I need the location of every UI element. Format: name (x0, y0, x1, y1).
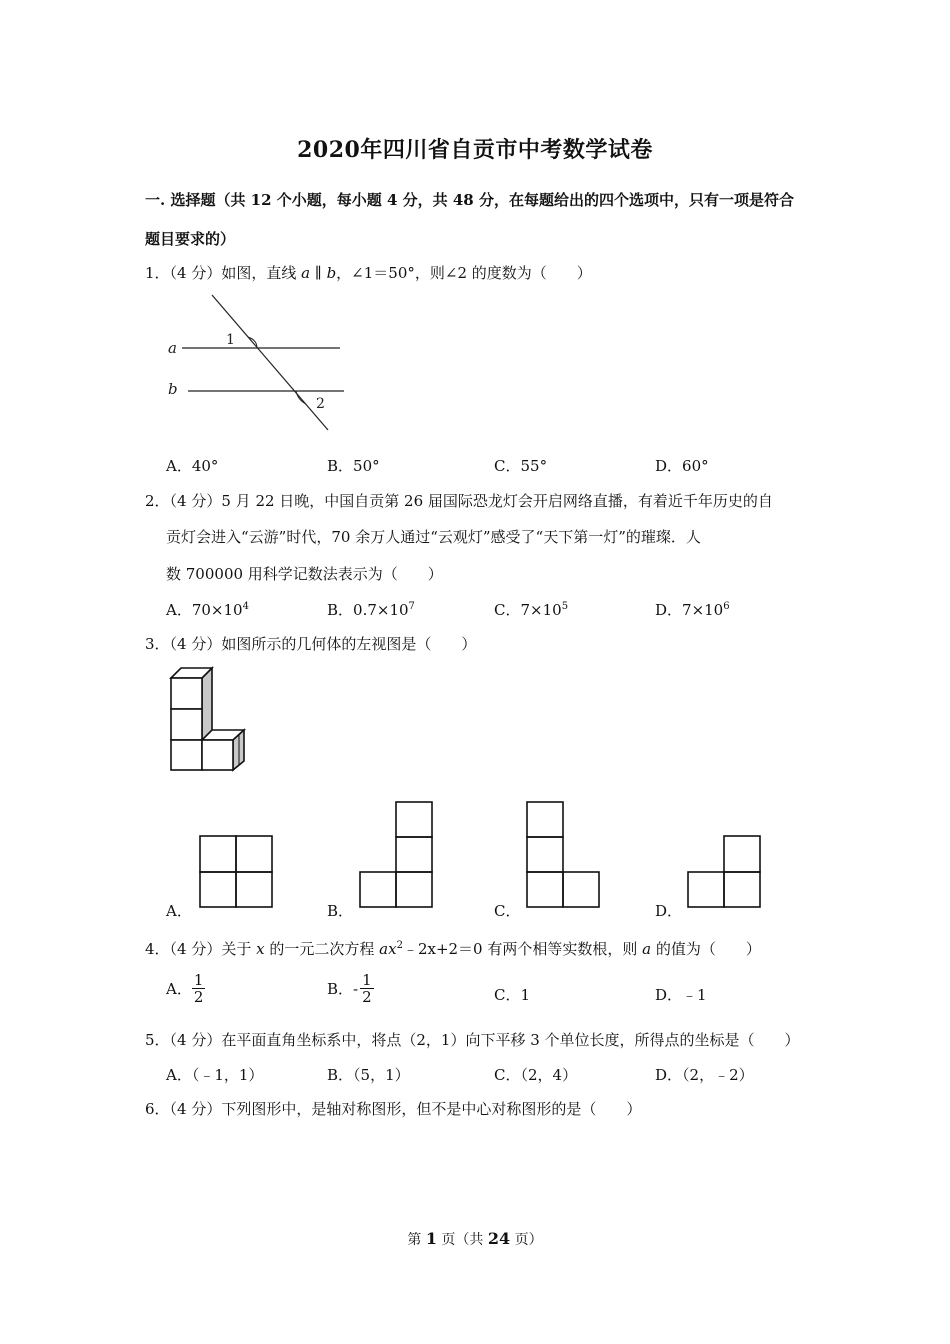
option-base: 70×10 (191, 601, 243, 619)
q5-option-c[interactable]: C．（2，4） (494, 1066, 578, 1084)
q1-option-b[interactable]: B．50° (327, 457, 380, 475)
option-value: 1 (520, 986, 531, 1004)
label-a: a (168, 339, 177, 357)
var-x: x (256, 940, 265, 958)
q5-option-a[interactable]: A．（﹣1，1） (166, 1066, 264, 1084)
option-label: D． (655, 986, 683, 1004)
question-number: 6． (145, 1100, 170, 1118)
q5-option-d[interactable]: D．（2，﹣2） (655, 1066, 754, 1084)
exponent: 2 (396, 940, 403, 951)
fraction-numerator: 1 (193, 971, 204, 989)
question-text: （4 分）在平面直角坐标系中，将点（2，1）向下平移 3 个单位长度，所得点的坐标是（ ） (169, 1031, 800, 1049)
parallel-symbol: ∥ (310, 264, 327, 282)
option-exp: 4 (242, 601, 249, 612)
fraction-numerator: 1 (362, 971, 372, 989)
question-text-line1: （4 分）5 月 22 日晚，中国自贡第 26 届国际恐龙灯会开启网络直播，有着近千年历史的自 (169, 492, 773, 510)
q3-option-b[interactable]: B． (327, 902, 354, 920)
q4-option-b[interactable] (327, 972, 374, 1005)
page-title: 2020年四川省自贡市中考数学试卷 (297, 137, 653, 163)
option-label: C． (494, 986, 521, 1004)
q3-option-d-figure (687, 835, 762, 909)
question-text: （4 分）如图，直线 (169, 264, 302, 282)
option-label: B． (327, 980, 354, 998)
q4-option-d[interactable] (655, 984, 707, 1005)
question-6 (145, 1098, 641, 1120)
q1-option-d[interactable]: D．60° (655, 457, 709, 475)
page-footer (0, 1229, 950, 1249)
option-exp: 7 (408, 601, 415, 612)
q1-option-a[interactable]: A．40° (166, 457, 219, 475)
option-exp: 5 (561, 601, 569, 612)
fraction-denominator: 2 (193, 988, 204, 1006)
footer-post: 页） (510, 1232, 543, 1248)
fraction (360, 972, 374, 1005)
fraction-sign: - (353, 979, 359, 998)
var-b: b (326, 264, 337, 282)
option-label: C． (494, 601, 521, 619)
question-4 (145, 935, 761, 960)
q3-option-b-figure (359, 801, 434, 909)
option-value: ﹣1 (682, 986, 707, 1004)
question-text-mid: 的一元二次方程 (264, 940, 380, 958)
fraction (192, 972, 206, 1005)
section-heading-line1: 一. 选择题（共 12 个小题，每小题 4 分，共 48 分，在每题给出的四个选项中，只有一项是符合 (145, 191, 794, 209)
option-exp: 6 (723, 601, 730, 612)
transversal-line (212, 295, 328, 430)
question-text: （4 分）如图所示的几何体的左视图是（ ） (169, 635, 477, 653)
q2-option-d[interactable] (655, 599, 730, 620)
q1-option-c[interactable]: C．55° (494, 457, 548, 475)
cube-front-bottom-left (171, 740, 202, 770)
q3-option-d[interactable]: D． (655, 902, 683, 920)
q4-option-c[interactable] (494, 984, 530, 1005)
cube-front-middle (171, 709, 202, 740)
question-3 (145, 633, 476, 655)
var-a: a (301, 264, 311, 282)
q2-option-a[interactable] (166, 599, 249, 620)
question-number: 3． (145, 635, 170, 653)
label-angle-1: 1 (226, 332, 235, 348)
footer-pre: 第 (407, 1232, 426, 1248)
question-number: 4． (145, 940, 170, 958)
question-2 (145, 490, 773, 512)
question-text-rest: ，∠1＝50°，则∠2 的度数为（ ） (336, 264, 592, 282)
q3-option-c-figure (526, 801, 601, 909)
footer-page-number: 1 (425, 1229, 437, 1248)
question-5 (145, 1029, 800, 1051)
question-text: （4 分）下列图形中，是轴对称图形，但不是中心对称图形的是（ ） (169, 1100, 642, 1118)
option-base: 0.7×10 (353, 601, 409, 619)
footer-total-pages: 24 (487, 1229, 511, 1248)
q3-option-a-figure (199, 835, 273, 909)
var-a: a (642, 940, 652, 958)
option-label: B． (327, 601, 354, 619)
q3-solid-figure (165, 665, 260, 775)
question-text: （4 分）关于 (169, 940, 257, 958)
q2-option-c[interactable] (494, 599, 568, 620)
question-number: 2． (145, 492, 170, 510)
question-2-line2: 贡灯会进入“云游”时代，70 余万人通过“云观灯”感受了“天下第一灯”的璀璨．人 (166, 528, 701, 546)
option-base: 7×10 (682, 601, 724, 619)
option-label: A． (166, 601, 192, 619)
section-heading-line2: 题目要求的） (145, 230, 236, 248)
option-base: 7×10 (520, 601, 562, 619)
footer-mid: 页（共 (436, 1232, 488, 1248)
option-label: A． (166, 980, 192, 998)
cube-front-bottom-right (202, 740, 233, 770)
question-number: 5． (145, 1031, 170, 1049)
q5-option-b[interactable]: B．（5，1） (327, 1066, 410, 1084)
cube-front-top (171, 678, 202, 709)
q2-option-b[interactable] (327, 599, 415, 620)
q4-option-a[interactable] (166, 972, 205, 1005)
question-2-line3: 数 700000 用科学记数法表示为（ ） (166, 565, 443, 583)
label-b: b (168, 380, 178, 398)
question-1 (145, 262, 592, 284)
question-text-end: 的值为（ ） (651, 940, 761, 958)
label-angle-2: 2 (316, 396, 325, 412)
q3-option-c[interactable]: C． (494, 902, 521, 920)
option-label: D． (655, 601, 683, 619)
question-number: 1． (145, 264, 170, 282)
equation-rest: ﹣2x+2＝0 有两个相等实数根，则 (402, 940, 643, 958)
q1-parallel-lines-figure (160, 290, 360, 435)
fraction-denominator: 2 (362, 988, 372, 1006)
q3-option-a[interactable]: A． (166, 902, 192, 920)
term-ax: ax (379, 940, 397, 958)
